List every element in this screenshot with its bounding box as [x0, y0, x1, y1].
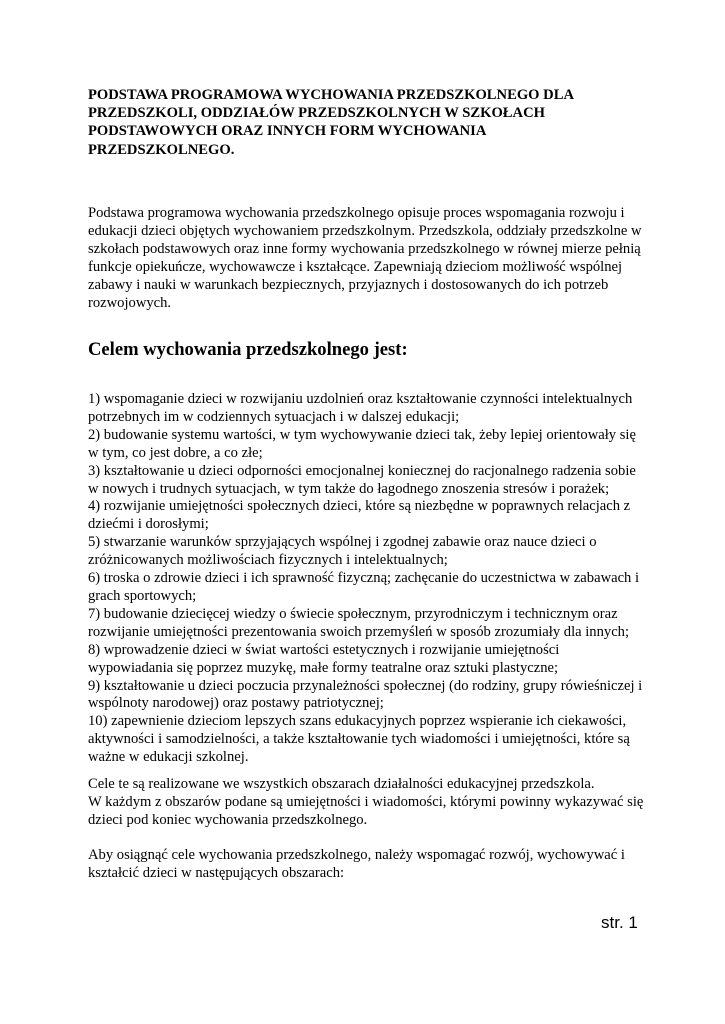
document-title: PODSTAWA PROGRAMOWA WYCHOWANIA PRZEDSZKOLNEGO DLA PRZEDSZKOLI, ODDZIAŁÓW PRZEDSZKOLNYCH W SZKOŁACH PODSTAWOWYCH ORAZ INNYCH FORM WYCHOWANIA PRZEDSZKOLNEGO. — [88, 87, 574, 158]
goal-item: 8) wprowadzenie dzieci w świat wartości estetycznych i rozwijanie umiejętności wypowiadania się poprzez muzykę, małe formy teatralne oraz sztuki plastyczne; — [88, 641, 560, 676]
closing-line: Cele te są realizowane we wszystkich obszarach działalności edukacyjnej przedszkola. — [88, 776, 595, 792]
closing-line: W każdym z obszarów podane są umiejętności i wiadomości, którymi powinny wykazywać się dzieci pod koniec wychowania przedszkolnego. — [88, 793, 644, 828]
goal-item: 6) troska o zdrowie dzieci i ich sprawność fizyczną; zachęcanie do uczestnictwa w zabawach i grach sportowych; — [88, 570, 640, 604]
goal-item: 9) kształtowanie u dzieci poczucia przynależności społecznej (do rodziny, grupy rówieśniczej i wspólnoty narodowej) oraz postawy patriotycznej; — [88, 677, 643, 712]
goals-list — [88, 391, 648, 767]
goal-item: 3) kształtowanie u dzieci odporności emocjonalnej koniecznej do racjonalnego radzenia sobie w nowych i trudnych sytuacjach, w tym także do łagodnego znoszenia stresów i porażek; — [88, 462, 636, 497]
page-number: str. 1 — [601, 913, 638, 932]
goal-item: 10) zapewnienie dzieciom lepszych szans edukacyjnych poprzez wspieranie ich ciekawości, aktywności i samodzielności, a także kształtowanie tych wiadomości i umiejętności, które są ważne w edukacji szkolnej. — [88, 713, 630, 766]
goals-heading: Celem wychowania przedszkolnego jest: — [88, 339, 408, 360]
goal-item: 1) wspomaganie dzieci w rozwijaniu uzdolnień oraz kształtowanie czynności intelektualnych potrzebnych im w codziennych sytuacjach i w dalszej edukacji; — [88, 391, 633, 425]
goal-item: 7) budowanie dziecięcej wiedzy o świecie społecznym, przyrodniczym i technicznym oraz rozwijanie umiejętności prezentowania swoich przemyśleń w sposób zrozumiały dla innych; — [88, 605, 630, 640]
goal-item: 4) rozwijanie umiejętności społecznych dzieci, które są niezbędne w poprawnych relacjach z dziećmi i dorosłymi; — [88, 498, 631, 533]
closing-paragraph-1 — [88, 776, 648, 830]
goal-item: 5) stwarzanie warunków sprzyjających wspólnej i zgodnej zabawie oraz nauce dzieci o zróżnicowanych możliwościach fizycznych i intelektualnych; — [88, 534, 597, 569]
closing-paragraph-2: Aby osiągnąć cele wychowania przedszkolnego, należy wspomagać rozwój, wychowywać i kształcić dzieci w następujących obszarach: — [88, 847, 625, 881]
goal-item: 2) budowanie systemu wartości, w tym wychowywanie dzieci tak, żeby lepiej orientowały się w tym, co jest dobre, a co złe; — [88, 426, 636, 461]
intro-paragraph: Podstawa programowa wychowania przedszkolnego opisuje proces wspomagania rozwoju i edukacji dzieci objętych wychowaniem przedszkolnym. Przedszkola, oddziały przedszkolne w szkołach podstawowych oraz inne formy wychowania przedszkolnego w równej mierze pełnią funkcje opiekuńcze, wychowawcze i kształcące. Zapewniają dzieciom możliwość wspólnej zabawy i nauki w warunkach bezpiecznych, przyjaznych i dostosowanych do ich potrzeb rozwojowych. — [88, 205, 642, 311]
